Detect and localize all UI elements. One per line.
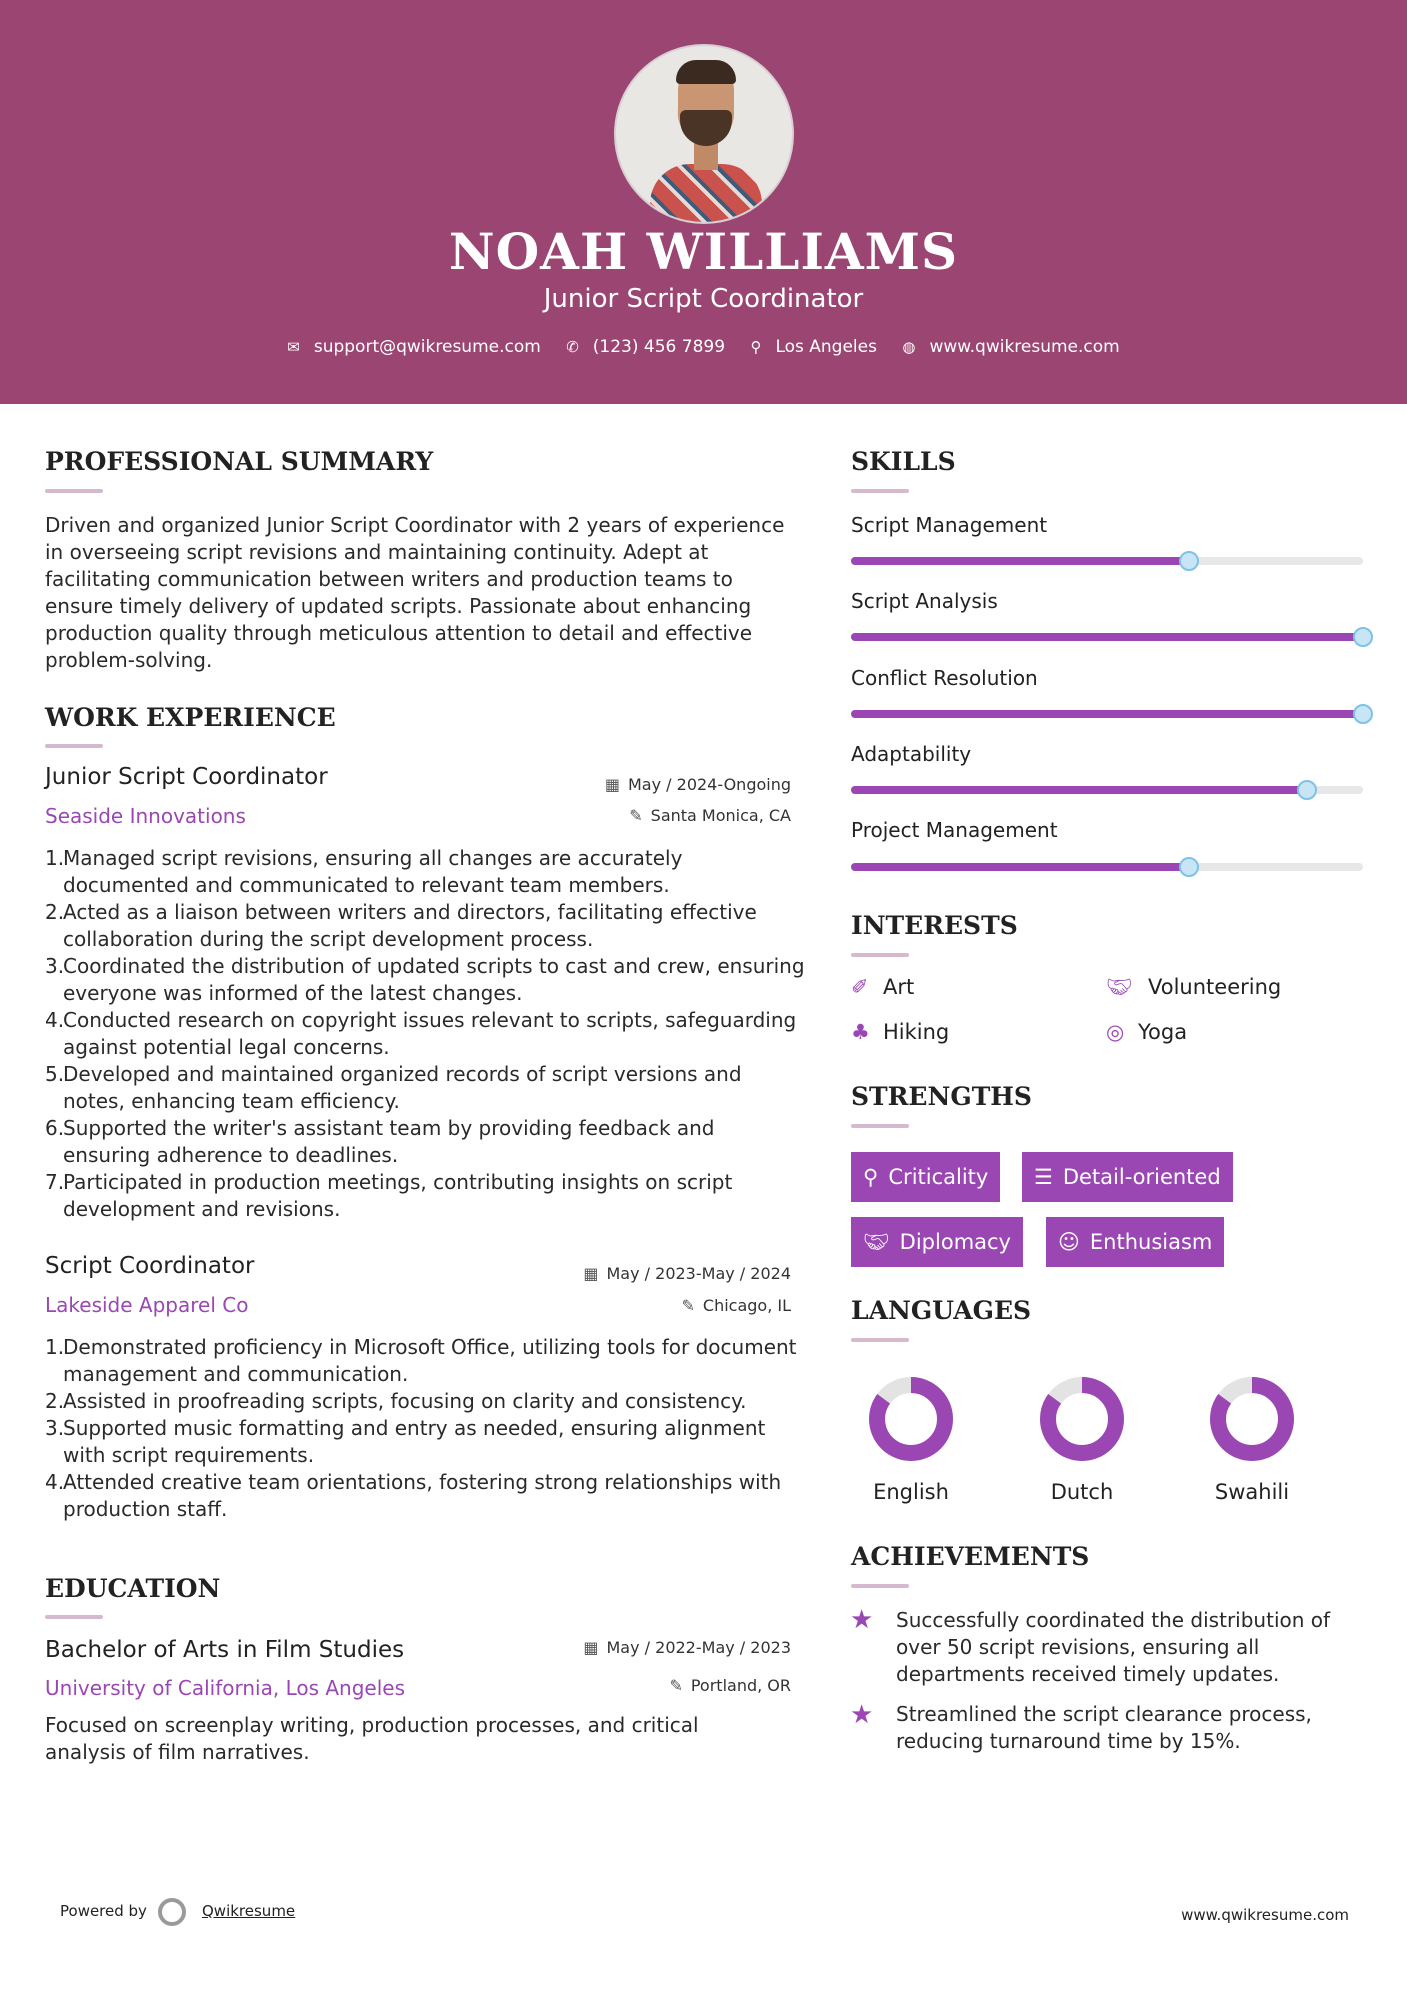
section-underline: [851, 953, 909, 957]
skill-label: Script Analysis: [851, 589, 998, 613]
section-underline: [851, 489, 909, 493]
pin-icon: ✎: [681, 1296, 695, 1315]
achievement-item: Successfully coordinated the distribution of over 50 script revisions, ensuring all departments received timely updates.: [896, 1608, 1331, 1686]
job-dates: ▦ May / 2024-Ongoing: [604, 775, 791, 794]
calendar-icon: ▦: [583, 1264, 599, 1283]
handshake-icon: 🤝︎: [1106, 975, 1133, 999]
job-title: Junior Script Coordinator: [45, 764, 328, 790]
contact-email[interactable]: ✉ support@qwikresume.com: [287, 337, 541, 357]
job-bullets: [45, 1334, 805, 1523]
envelope-icon: ✉: [287, 338, 300, 356]
tree-icon: ♣: [851, 1020, 870, 1044]
education-heading: EDUCATION: [45, 1574, 221, 1603]
languages-heading: LANGUAGES: [851, 1296, 1032, 1325]
candidate-name: NOAH WILLIAMS: [448, 222, 959, 281]
interest-item: ✐ Art: [851, 975, 915, 999]
list-item: 1. Managed script revisions, ensuring all changes are accurately documented and communicated to relevant team members.: [45, 846, 683, 897]
footer-website[interactable]: www.qwikresume.com: [1181, 1906, 1349, 1924]
job-dates: ▦ May / 2023-May / 2024: [583, 1264, 791, 1283]
education-dates: ▦ May / 2022-May / 2023: [583, 1638, 791, 1657]
skill-label: Project Management: [851, 818, 1058, 842]
section-underline: [851, 1124, 909, 1128]
list-item: 1. Demonstrated proficiency in Microsoft Office, utilizing tools for document management and communication.: [45, 1335, 797, 1386]
globe-icon: ◍: [902, 338, 916, 356]
contact-website[interactable]: ◍ www.qwikresume.com: [902, 337, 1120, 357]
interest-item: 🤝︎ Volunteering: [1106, 975, 1282, 999]
education-location: ✎ Portland, OR: [669, 1676, 791, 1695]
powered-by-label: Powered by: [60, 1902, 147, 1920]
job-bullets: [45, 845, 805, 1223]
qwikresume-logo-icon: [158, 1898, 186, 1926]
summary-text: Driven and organized Junior Script Coordinator with 2 years of experience in overseeing script revisions and maintaining continuity. Adept at facilitating communication between writers and production teams to ensure timely delivery of updated scripts. Passionate about enhancing production quality through meticulous attention to detail and effective problem-solving.: [45, 513, 785, 672]
skill-knob: [1353, 627, 1373, 647]
paintbrush-icon: ✐: [851, 975, 869, 999]
strength-tag: ☰ Detail-oriented: [1022, 1152, 1233, 1202]
section-underline: [45, 489, 103, 493]
interest-item: ◎ Yoga: [1106, 1020, 1188, 1044]
job-title: Script Coordinator: [45, 1253, 255, 1279]
education-text: Focused on screenplay writing, production processes, and critical analysis of film narratives.: [45, 1713, 699, 1764]
skill-bar: [851, 786, 1363, 794]
language-ring: [1209, 1376, 1295, 1462]
interest-item: ♣ Hiking: [851, 1020, 950, 1044]
pin-icon: ✎: [669, 1676, 683, 1695]
list-item: 7. Participated in production meetings, contributing insights on script development and revisions.: [45, 1170, 733, 1221]
list-item: 5. Developed and maintained organized records of script versions and notes, enhancing team efficiency.: [45, 1062, 742, 1113]
language-label: English: [873, 1480, 949, 1504]
skill-knob: [1297, 780, 1317, 800]
brand-link[interactable]: Qwikresume: [202, 1902, 296, 1920]
list-item: 2. Acted as a liaison between writers and directors, facilitating effective collaboration during the script development process.: [45, 900, 757, 951]
handshake-icon: 🤝︎: [863, 1230, 890, 1254]
skill-bar: [851, 710, 1363, 718]
language-label: Dutch: [1050, 1480, 1114, 1504]
job-company: Lakeside Apparel Co: [45, 1293, 249, 1317]
life-ring-icon: ◎: [1106, 1020, 1125, 1044]
skill-bar: [851, 557, 1363, 565]
interests-heading: INTERESTS: [851, 911, 1018, 940]
achievement-item: Streamlined the script clearance process, reducing turnaround time by 15%.: [896, 1702, 1312, 1753]
contact-location: ⚲ Los Angeles: [750, 337, 877, 357]
strength-tag: ☺ Enthusiasm: [1046, 1217, 1224, 1267]
skill-label: Conflict Resolution: [851, 666, 1038, 690]
calendar-icon: ▦: [583, 1638, 599, 1657]
map-pin-icon: ⚲: [750, 338, 762, 356]
strength-tag: 🤝︎ Diplomacy: [851, 1217, 1023, 1267]
skill-label: Script Management: [851, 513, 1048, 537]
pin-icon: ✎: [629, 806, 643, 825]
smile-icon: ☺: [1058, 1230, 1080, 1254]
job-location: ✎ Chicago, IL: [681, 1296, 791, 1315]
phone-icon: ✆: [566, 338, 579, 356]
profile-photo: [614, 44, 794, 224]
skill-label: Adaptability: [851, 742, 972, 766]
star-icon: ★: [850, 1605, 874, 1635]
star-icon: ★: [850, 1700, 874, 1730]
section-underline: [851, 1338, 909, 1342]
section-underline: [45, 1615, 103, 1619]
candidate-title: Junior Script Coordinator: [543, 284, 864, 314]
section-underline: [851, 1584, 909, 1588]
language-ring: [868, 1376, 954, 1462]
list-item: 4. Conducted research on copyright issues relevant to scripts, safeguarding against potential legal concerns.: [45, 1008, 797, 1059]
list-item: 2. Assisted in proofreading scripts, focusing on clarity and consistency.: [45, 1389, 747, 1413]
list-icon: ☰: [1034, 1165, 1053, 1189]
list-item: 4. Attended creative team orientations, fostering strong relationships with production staff.: [45, 1470, 782, 1521]
strength-tag: ⚲ Criticality: [851, 1152, 1000, 1202]
skill-bar: [851, 633, 1363, 641]
list-item: 6. Supported the writer's assistant team by providing feedback and ensuring adherence to deadlines.: [45, 1116, 715, 1167]
section-underline: [45, 744, 103, 748]
job-company: Seaside Innovations: [45, 804, 246, 828]
achievements-heading: ACHIEVEMENTS: [851, 1542, 1090, 1571]
contact-bar: [0, 337, 1407, 357]
skill-knob: [1179, 551, 1199, 571]
search-icon: ⚲: [863, 1165, 879, 1189]
calendar-icon: ▦: [604, 775, 620, 794]
experience-heading: WORK EXPERIENCE: [45, 703, 336, 732]
list-item: 3. Coordinated the distribution of updated scripts to cast and crew, ensuring everyone was informed of the latest changes.: [45, 954, 805, 1005]
degree-title: Bachelor of Arts in Film Studies: [45, 1637, 405, 1663]
skills-heading: SKILLS: [851, 447, 956, 476]
school-name: University of California, Los Angeles: [45, 1676, 406, 1700]
list-item: 3. Supported music formatting and entry as needed, ensuring alignment with script requirements.: [45, 1416, 766, 1467]
skill-knob: [1179, 857, 1199, 877]
job-location: ✎ Santa Monica, CA: [629, 806, 791, 825]
language-label: Swahili: [1214, 1480, 1290, 1504]
skill-bar: [851, 863, 1363, 871]
skill-knob: [1353, 704, 1373, 724]
contact-phone[interactable]: ✆ (123) 456 7899: [566, 337, 726, 357]
summary-heading: PROFESSIONAL SUMMARY: [45, 447, 434, 476]
strengths-heading: STRENGTHS: [851, 1082, 1032, 1111]
language-ring: [1039, 1376, 1125, 1462]
